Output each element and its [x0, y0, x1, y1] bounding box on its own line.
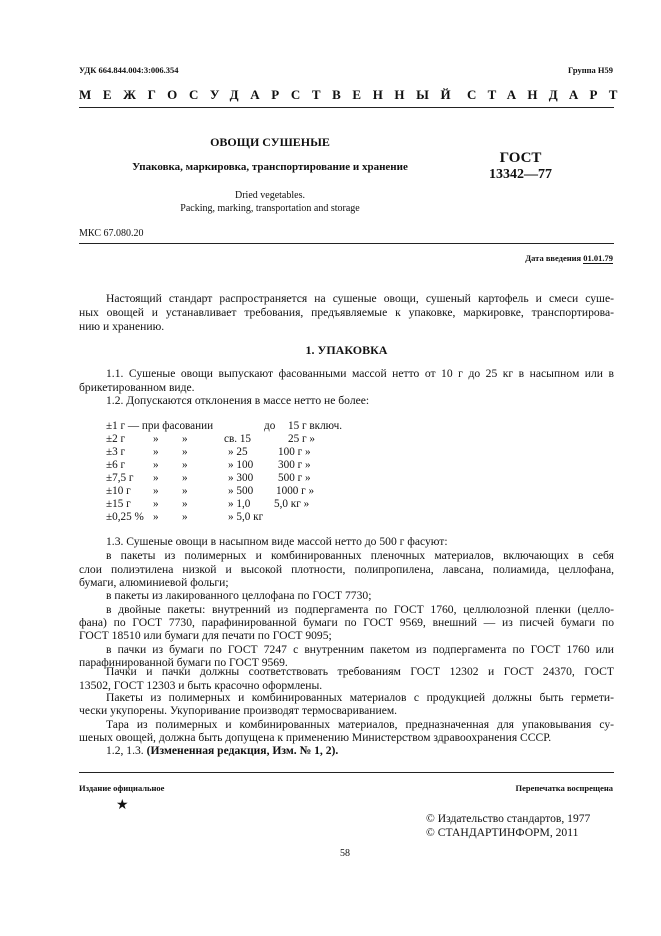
copyright-2: © СТАНДАРТИНФОРМ, 2011	[426, 826, 579, 839]
tolerance-cell: ±15 г	[106, 498, 131, 510]
tolerance-cell: »	[182, 433, 188, 445]
banner-left: МЕЖГОСУДАРСТВЕННЫЙ	[79, 87, 463, 102]
tolerance-cell: »	[182, 459, 188, 471]
tolerance-cell: ±3 г	[106, 446, 126, 458]
tolerance-cell: »	[182, 498, 188, 510]
p13-line: шеных овощей, должна быть допущена к применению Министерством здравоохранения СССР.	[79, 731, 552, 744]
p13-line: фана) по ГОСТ 7730, парафинированной бумаги по ГОСТ 9569, внешний — из писчей бумаги по	[79, 616, 614, 629]
group-code: Группа Н59	[567, 65, 613, 75]
header-rule	[79, 107, 614, 108]
tolerance-row	[106, 459, 406, 472]
tolerance-cell: »	[153, 446, 159, 458]
p13-line: бумаги, алюминиевой фольги;	[79, 576, 229, 589]
doc-title-en-1: Dried vegetables.	[235, 190, 305, 201]
p13-line: 1.3. Сушеные овощи в насыпном виде массой нетто до 500 г фасуют:	[106, 535, 448, 548]
p11-line: брикетированном виде.	[79, 381, 195, 394]
tolerance-row	[106, 433, 406, 446]
tolerance-cell: ±7,5 г	[106, 472, 134, 484]
tolerance-cell: »	[182, 472, 188, 484]
doc-title-en-2: Packing, marking, transportation and storage	[180, 203, 360, 214]
tolerance-cell: ±10 г	[106, 485, 131, 497]
p13-line: Пачки и пачки должны соответствовать требованиям ГОСТ 12302 и ГОСТ 24370, ГОСТ	[106, 665, 614, 678]
reprint-notice: Перепечатка воспрещена	[515, 783, 613, 793]
tolerance-row	[106, 446, 406, 459]
p13-line: в пачки из бумаги по ГОСТ 7247 с внутренним пакетом из подпергамента по ГОСТ 1760 или	[106, 643, 614, 656]
tolerance-cell: ±0,25 %	[106, 511, 144, 523]
banner-right: СТАНДАРТ	[467, 87, 629, 102]
page-number: 58	[340, 848, 350, 859]
intro-date	[525, 253, 613, 263]
p13-line: в пакеты из полимерных и комбинированных пленочных материалов, включающих в себя	[106, 549, 614, 562]
amendment-prefix: 1.2, 1.3.	[106, 744, 144, 757]
tolerance-cell: » 25	[228, 446, 248, 458]
tolerance-cell: 5,0 кг »	[274, 498, 310, 510]
tolerance-cell: »	[153, 459, 159, 471]
tolerance-cell: »	[153, 433, 159, 445]
tolerance-cell: »	[153, 485, 159, 497]
doc-subtitle: Упаковка, маркировка, транспортирование и хранение	[132, 161, 408, 173]
tolerance-row	[106, 485, 406, 498]
p13-line: Тара из полимерных и комбинированных материалов, предназначенная для упаковывания су-	[106, 718, 614, 731]
intro-date-value: 01.01.79	[583, 253, 613, 263]
tolerance-cell: »	[153, 472, 159, 484]
tolerance-cell: »	[153, 511, 159, 523]
tolerance-cell: » 100	[228, 459, 254, 471]
tolerance-cell: св. 15	[224, 433, 252, 445]
tolerance-cell: ±1 г — при фасовании	[106, 420, 214, 432]
gost-label: ГОСТ	[499, 150, 542, 166]
tolerance-cell: 300 г »	[278, 459, 311, 471]
tolerance-row	[106, 420, 406, 433]
gost-number: 13342—77	[489, 167, 552, 182]
p11-line: 1.1. Сушеные овощи выпускают фасованными массой нетто от 10 г до 25 кг в насыпном или в	[106, 367, 614, 380]
p13-line: парафинированной бумаги по ГОСТ 9569.	[79, 656, 288, 669]
tolerance-cell: 25 г »	[288, 433, 315, 445]
p13-line: в пакеты из лакированного целлофана по ГОСТ 7730;	[106, 589, 372, 602]
tolerance-cell: 500 г »	[278, 472, 311, 484]
tolerance-row	[106, 498, 406, 511]
tolerance-cell: 15 г включ.	[288, 420, 343, 432]
tolerance-row	[106, 511, 406, 524]
p13-line: в двойные пакеты: внутренний из подпергамента по ГОСТ 1760, целлюлозной пленки (целло-	[106, 603, 614, 616]
p13-line: чески укупорены. Укупоривание производят термосвариванием.	[79, 704, 398, 717]
p13-line: слои полиэтилена низкой и высокой плотности, полипропилена, лавсана, полиамида, целлофана,	[79, 563, 614, 576]
tolerance-cell: »	[182, 511, 188, 523]
tolerance-cell: »	[182, 446, 188, 458]
section-heading: 1. УПАКОВКА	[305, 343, 388, 357]
intro-line: Настоящий стандарт распространяется на сушеные овощи, сушеный картофель и смеси суше-	[106, 292, 614, 305]
tolerance-cell: 100 г »	[278, 446, 311, 458]
mks-code: МКС 67.080.20	[79, 228, 144, 239]
intro-line: нию и хранению.	[79, 320, 165, 333]
tolerance-cell: » 1,0	[228, 498, 251, 510]
intro-line: ных овощей и устанавливает требования, предъявляемые к упаковке, маркировке, транспортирова-	[79, 306, 614, 319]
copyright-1: © Издательство стандартов, 1977	[426, 812, 591, 825]
p13-line: Пакеты из полимерных и комбинированных материалов с продукцией должны быть гермети-	[106, 691, 614, 704]
tolerance-row	[106, 472, 406, 485]
footer-rule	[79, 772, 614, 773]
tolerance-cell: до	[264, 420, 276, 432]
doc-title: ОВОЩИ СУШЕНЫЕ	[210, 135, 330, 149]
tolerance-cell: ±6 г	[106, 459, 126, 471]
tolerance-cell: »	[182, 485, 188, 497]
tolerance-cell: ±2 г	[106, 433, 126, 445]
p12-line: 1.2. Допускаются отклонения в массе нетто не более:	[106, 394, 370, 407]
p13-line: 13502, ГОСТ 12303 и быть красочно оформлены.	[79, 679, 323, 692]
star-icon: ★	[116, 798, 129, 813]
tolerance-cell: » 300	[228, 472, 254, 484]
amendment-note	[79, 744, 614, 757]
udk-code: УДК 664.844.004:3:006.354	[79, 65, 179, 75]
tolerance-cell: » 500	[228, 485, 254, 497]
tolerance-cell: »	[153, 498, 159, 510]
tolerance-cell: 1000 г »	[276, 485, 315, 497]
p13-line: ГОСТ 18510 или бумаги для печати по ГОСТ 9095;	[79, 629, 332, 642]
official-edition: Издание официальное	[79, 783, 165, 793]
intro-date-label: Дата введения	[525, 253, 582, 263]
amendment-text: (Измененная редакция, Изм. № 1, 2).	[146, 744, 339, 757]
title-rule	[79, 243, 614, 244]
tolerance-cell: » 5,0 кг	[228, 511, 264, 523]
